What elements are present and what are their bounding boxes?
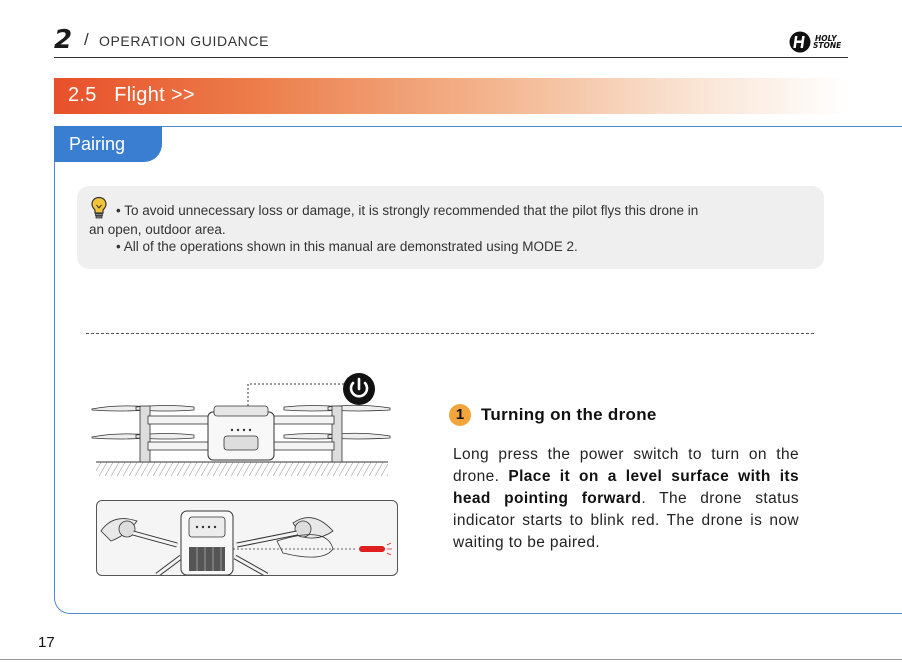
page-number: 17: [38, 634, 55, 651]
chapter-title: OPERATION GUIDANCE: [99, 33, 270, 49]
step-text-emphasis: Place it on a level surface with its head pointing forward: [453, 468, 799, 507]
drone-side-illustration: [88, 370, 394, 486]
status-indicator-light: [359, 546, 385, 552]
step-description: [453, 444, 799, 554]
power-button-icon: [343, 373, 375, 405]
step-title: Turning on the drone: [481, 405, 657, 424]
pairing-tab-label: Pairing: [69, 134, 126, 154]
chapter-separator: /: [84, 30, 89, 49]
chapter-number: 2: [54, 25, 72, 55]
step-text-part2: . The drone status indicator starts to blink red. The drone is now waiting to be paired.: [453, 490, 799, 551]
tip-text-line1: • To avoid unnecessary loss or damage, it is strongly recommended that the pilot flys this drone in: [116, 203, 699, 218]
drone-top-illustration: [96, 500, 398, 576]
section-number: 2.5: [68, 84, 97, 106]
section-heading: [68, 84, 195, 107]
bottom-rule: [0, 659, 902, 660]
drone-top-view: [97, 501, 397, 575]
holy-stone-logo: [788, 30, 848, 54]
logo-word-holy: HOLY: [815, 34, 837, 43]
tip-text-line3: • All of the operations shown in this manual are demonstrated using MODE 2.: [116, 239, 578, 254]
step-text-part1: Long press the power switch to turn on the drone.: [453, 446, 799, 485]
header-rule: [54, 57, 848, 58]
lightbulb-icon: [90, 196, 108, 220]
section-title: Flight: [114, 84, 165, 106]
logo-word-stone: STONE: [813, 41, 842, 50]
tip-text-line2: an open, outdoor area.: [89, 222, 226, 237]
section-arrows: >>: [170, 84, 195, 106]
dashed-divider: [86, 333, 814, 334]
step-number-badge: 1: [449, 404, 471, 426]
logo-mark-icon: [788, 30, 812, 54]
